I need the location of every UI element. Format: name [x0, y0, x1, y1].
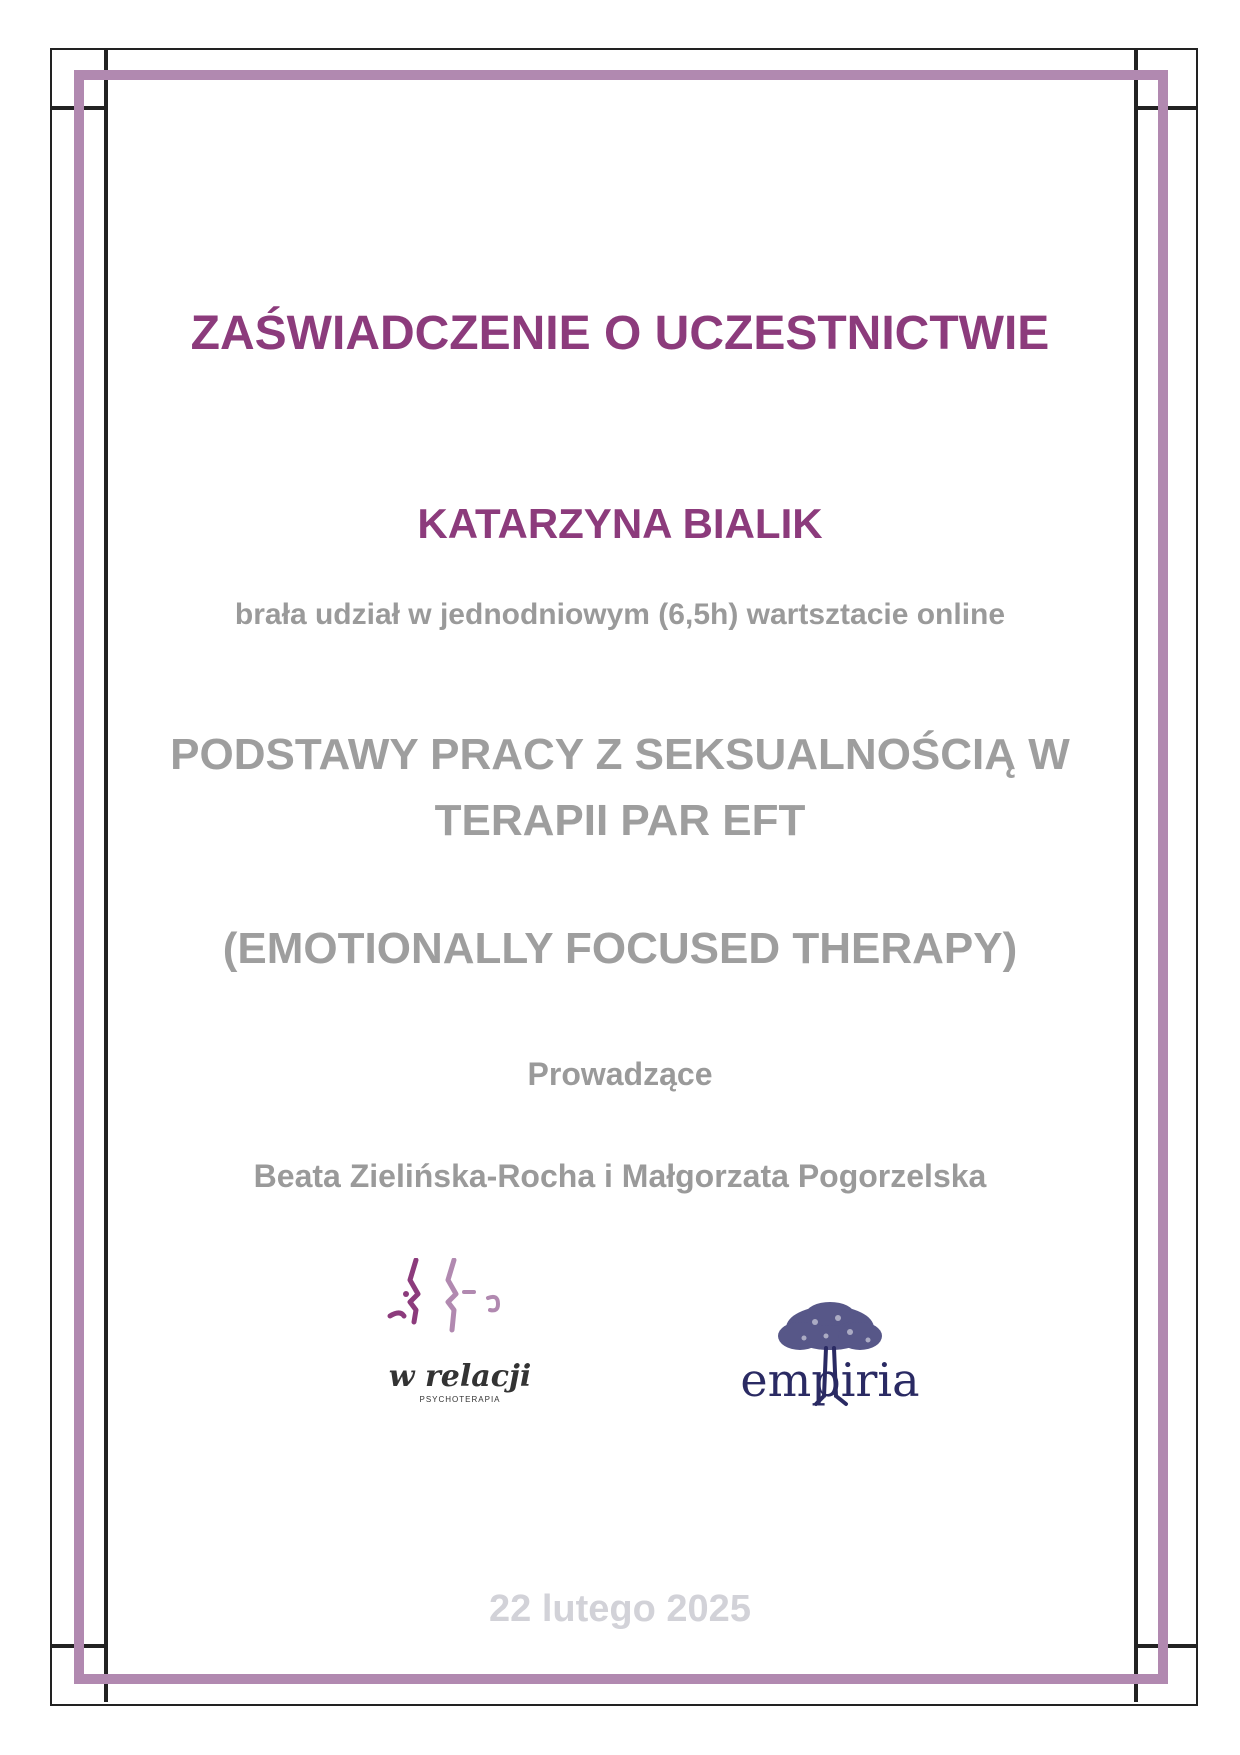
leaders-names: Beata Zielińska-Rocha i Małgorzata Pogorzelska	[253, 1158, 987, 1194]
course-title-line1: PODSTAWY PRACY Z SEKSUALNOŚCIĄ W	[170, 730, 1070, 779]
w-relacji-logo-tagline: PSYCHOTERAPIA	[419, 1395, 501, 1404]
empiria-logo-name: empiria	[740, 1353, 920, 1407]
event-date: 22 lutego 2025	[489, 1588, 751, 1630]
w-relacji-logo-name: w relacji	[388, 1359, 532, 1394]
course-title-line2: TERAPII PAR EFT	[434, 796, 806, 845]
w-relacji-logo	[370, 1258, 550, 1408]
participant-name: KATARZYNA BIALIK	[417, 500, 823, 547]
participation-text: brała udział w jednodniowym (6,5h) wartsztacie online	[234, 598, 1006, 631]
leaders-label: Prowadzące	[527, 1056, 713, 1092]
empiria-logo	[720, 1300, 940, 1410]
w-relacji-faces-icon	[370, 1258, 550, 1408]
course-title	[0, 722, 1240, 854]
certificate-title: ZAŚWIADCZENIE O UCZESTNICTWIE	[190, 307, 1050, 360]
empiria-tree-icon	[720, 1300, 940, 1410]
course-subtitle: (EMOTIONALLY FOCUSED THERAPY)	[222, 924, 1018, 973]
